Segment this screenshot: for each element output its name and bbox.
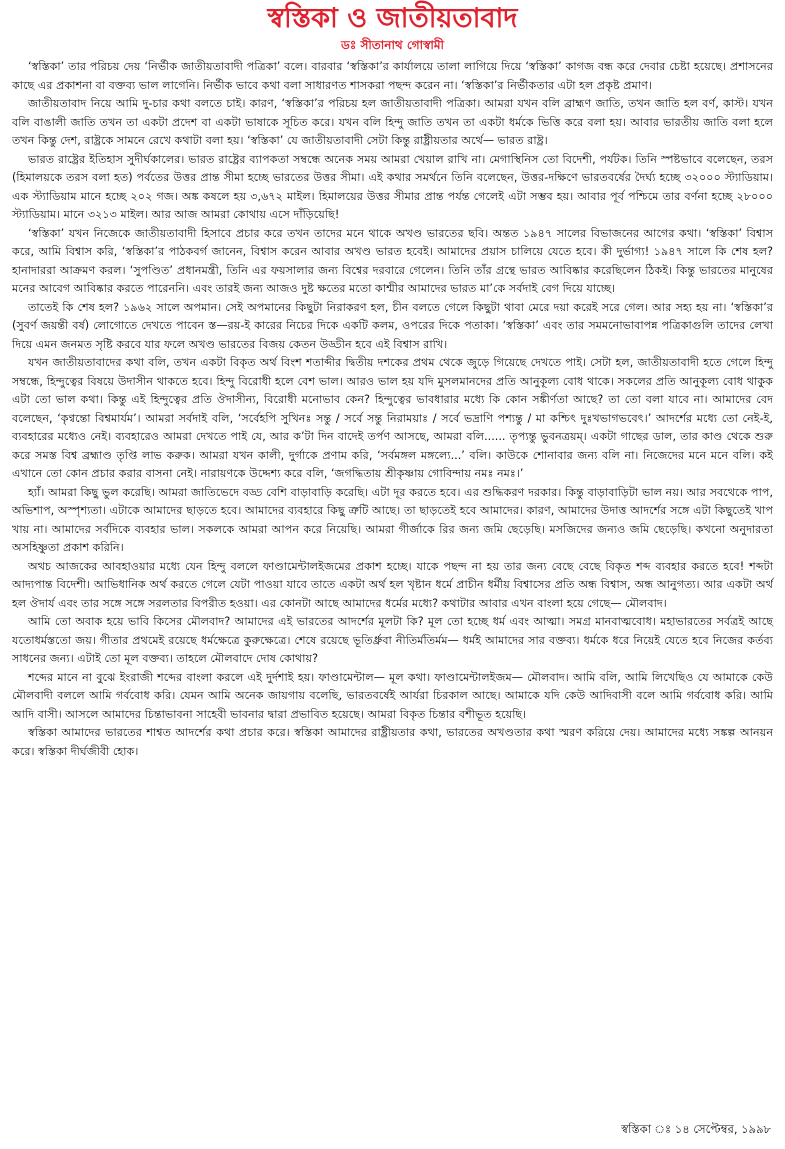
paragraph: তাতেই কি শেষ হল? ১৯৬২ সালে অপমান। সেই অপমানের কিছুটা নিরাকরণ হল, চীন বলতে গেলে কিছুটা থাবা মেরে দয়া করেই সরে গেল। আর সহ্য হয় না। ‘স্বস্তিকা’র (সুবর্ণ জয়ন্তী বর্ষ) লোগোতে দেখতে পাবেন স্ত—রয়-ই কারের নিচের দিকে একটি কলম, ওপরের দিকে পতাকা। ‘স্বস্তিকা’ এবং তার সমমনোভাবাপন্ন পত্রিকাগুলি তাদের লেখা দিয়ে এমন জনমত সৃষ্টি করবে যার ফলে অখণ্ড ভারতের বিজয় কেতন উড্ডীন হবে এই বিশ্বাস রাখি।	[12, 300, 773, 351]
paragraph: আমি তো অবাক হয়ে ভাবি কিসের মৌলবাদ? আমাদের এই ভারতের আদর্শের মূলটা কি? মূল তো হচ্ছে ধর্ম এবং আত্মা। সমগ্র মানবাত্মবোধ। মহাভারতের সর্বত্রই আছে যতোধর্মস্ততো জয়। গীতার প্রথমেই রয়েছে ধর্মক্ষেত্রে কুরুক্ষেত্রে। শেষে রয়েছে ভূতির্ধ্রুবা নীতির্মতির্মম— ধর্মই আমাদের সার বক্তব্য। ধর্মকে ধরে নিয়েই যেতে হবে নিজের কর্তব্য সাধনের জন্য। এটাই তো মূল বক্তব্য। তাহলে মৌলবাদে দোষ কোথায়?	[12, 615, 773, 665]
paragraph: শব্দের মানে না বুঝে ইংরাজী শব্দের বাংলা করলে এই দুর্দশাই হয়। ফাণ্ডামেন্টাল— মূল কথা। ফাণ্ডামেন্টালইজম— মৌলবাদ। আমি বলি, আমি লিখেছিও যে আমাকে কেউ মৌলবাদী বললে আমি গর্ববোধ করি। যেমন আমি অনেক জায়গায় বলেছি, ভারতবর্ষেই আর্যরা চিরকাল আছে। আমাকে যদি কেউ আদিবাসী বলে আমি গর্ববোধ করি। আমি আদি বাসী। আসলে আমাদের চিন্তাভাবনা সাহেবী ভাবনার দ্বারা প্রভাবিত হয়েছে। আমরা বিকৃত চিন্তার বশীভূত হয়েছি।	[12, 670, 773, 721]
paragraph: অথচ আজকের আবহাওয়ার মধ্যে যেন হিন্দু বললে ফাণ্ডামেন্টালইজমের প্রকাশ হচ্ছে। যাকে পছন্দ না হয় তার জন্য বেছে বেছে বিকৃত শব্দ ব্যবহার করতে হবে! শব্দটা আদ্যপান্ত বিদেশী। আভিধানিক অর্থ করতে গেলে যেটা পাওয়া যাবে তাতে একটা অর্থ হল খৃষ্টান ধর্মে প্রাচীন ধর্মীয় বিশ্বাসের প্রতি অন্ধ বিশ্বাস, অন্ধ আনুগত্য। আর একটা অর্থ হল ঔদার্য এবং তার সঙ্গে সঙ্গে সরলতার বিপরীত হওয়া। এর কোনটা আছে আমাদের ধর্মের মধ্যে? কথাটার আবার এখন বাংলা হয়ে গেছে— মৌলবাদ।	[12, 559, 773, 610]
paragraph: স্বস্তিকা আমাদের ভারতের শাশ্বত আদর্শের কথা প্রচার করে। স্বস্তিকা আমাদের রাষ্ট্রীয়তার কথা, ভারতের অখণ্ডতার কথা স্মরণ করিয়ে দেয়। আমাদের মধ্যে সঙ্কল্প আনয়ন করে। স্বস্তিকা দীর্ঘজীবী হোক।	[12, 726, 773, 758]
article-title: স্বস্তিকা ও জাতীয়তাবাদ	[267, 3, 518, 34]
paragraph: ‘স্বস্তিকা’ তার পরিচয় দেয় ‘নির্ভীক জাতীয়তাবাদী পত্রিকা’ বলে। বারবার ‘স্বস্তিকা’র কার্যালয়ে তালা লাগিয়ে দিয়ে ‘স্বস্তিকা’ কাগজ বন্ধ করে দেবার চেষ্টা হয়েছে। প্রশাসনের কাছে এর প্রকাশনা বা বক্তব্য ভাল লাগেনি। নির্ভীক ভাবে কথা বলা সাধারণত শাসকরা পছন্দ করেন না। ‘স্বস্তিকা’র নির্ভীকতার এটা হল প্রকৃষ্ট প্রমাণ।	[12, 60, 773, 92]
article-body	[12, 58, 773, 761]
paragraph: যখন জাতীয়তাবাদের কথা বলি, তখন একটা বিকৃত অর্থ বিংশ শতাব্দীর দ্বিতীয় দশকের প্রথম থেকে জুড়ে গিয়েছে দেখতে পাই। সেটা হল, জাতীয়তাবাদী হতে গেলে হিন্দু সম্বন্ধে, হিন্দুত্বের বিষয়ে উদাসীন থাকতে হবে। হিন্দু বিরোধী হলে বেশ ভাল। আরও ভাল হয় যদি মুসলমানদের প্রতি আনুকূল্য বোধ থাকে। সকলের প্রতি আনুকূল্য বোধ থাকুক এটা তো ভাল কথা। কিন্তু এই হিন্দুত্বের প্রতি ঔদাসীন্য, বিরোধী মনোভাব কেন? হিন্দুত্বের ভাবধারার মধ্যে কি কোন সঙ্কীর্ণতা আছে? তা তো বলা যাবে না। আমাদের বেদ বলেছেন, ‘কৃণ্বন্তো বিশ্বমার্যম’। আমরা সর্বদাই বলি, ‘সর্বেহপি সুখিনঃ সন্তু / সর্বে সন্তু নিরাময়াঃ / সর্বে ভদ্রাণি পশ্যন্তু / মা কশ্চিৎ দুঃখভাগভবেৎ।’ আদর্শের মধ্যে তো নেই-ই, ব্যবহারের মধ্যেও নেই। ব্যবহারেও আমরা দেখতে পাই যে, আর ক’টা দিন বাদেই তর্পণ আসছে, আমরা বলি...... তৃপ্যন্তু ভুবনত্রয়ম্। একটা গাছের ডাল, তার কাণ্ড থেকে শুরু করে সমস্ত বিশ্ব ব্রহ্মাণ্ড তৃপ্তি লাভ করুক। আমরা যখন কালী, দুর্গাকে প্রণাম করি, ‘সর্বমঙ্গল মঙ্গল্যে...’ বলি। কাউকে শোনাবার জন্য বলি না। নিজেদের মনে মনে বলি। কই এখানে তো কোন প্রচার করার বাসনা নেই। নারায়ণকে উদ্দেশ্য করে বলি, ‘জগদ্ধিতায় শ্রীকৃষ্ণায় গোবিন্দায় নমঃ নমঃ।’	[12, 356, 773, 480]
paragraph: হ্যাঁ। আমরা কিছু ভুল করেছি। আমরা জাতিভেদে বড্ড বেশি বাড়াবাড়ি করেছি। এটা দূর করতে হবে। এর শুদ্ধিকরণ দরকার। কিন্তু বাড়াবাড়িটা ভাল নয়। আর সবথেকে পাপ, অভিশাপ, অস্পৃশ্যতা। এটাকে আমাদের ছাড়তে হবে। আমাদের ব্যবহারে কিছু ত্রুটি আছে। তা ছাড়তেই হবে আমাদের। কারণ, আমাদের উদাত্ত আদর্শের সঙ্গে এটা কিছুতেই খাপ খায় না। আমাদের সর্বদিকে ব্যবহার ভাল। সকলকে আমরা আপন করে নিয়েছি। আমরা গীর্জাকে রির জন্য জমি ছেড়েছি। মসজিদের জন্যও জমি ছেড়েছি। কখনো অনুদারতা অসহিষ্ণুতা প্রকাশ করিনি।	[12, 485, 773, 554]
paragraph: ‘স্বস্তিকা’ যখন নিজেকে জাতীয়তাবাদী হিসাবে প্রচার করে তখন তাদের মনে থাকে অখণ্ড ভারতের ছবি। অন্তত ১৯৪৭ সালের বিভাজনের আগের কথা। ‘স্বস্তিকা’ বিশ্বাস করে, আমি বিশ্বাস করি, ‘স্বস্তিকা’র পাঠকবর্গ জানেন, বিশ্বাস করেন আবার অখণ্ড ভারত হবেই। আমাদের প্রয়াস চালিয়ে যেতে হবে। কী দুর্ভাগ্য! ১৯৪৭ সালে কি শেষ হল? হানাদাররা আক্রমণ করল। ‘সুপণ্ডিত’ প্রধানমন্ত্রী, তিনি এর ফয়সালার জন্য বিশ্বের দরবারে গেলেন। তিনি তাঁর গ্রন্থে ভারত আবিষ্কার করেছিলেন ঠিকই। কিন্তু ভারতের মানুষের মনের আবেগ আবিষ্কার করতে পারেননি। এবং তারই জন্য আজও দুষ্ট ক্ষতের মতো কাশ্মীর আমাদের ভারত মা’কে সর্বদাই বেগ দিয়ে যাচ্ছে।	[12, 226, 773, 295]
paragraph: ভারত রাষ্ট্রের ইতিহাস সুদীর্ঘকালের। ভারত রাষ্ট্রের ব্যাপকতা সম্বন্ধে অনেক সময় আমরা খেয়াল রাখি না। মেগাস্থিনিস তো বিদেশী, পর্যটক। তিনি স্পষ্টভাবে বলেছেন, তরস (হিমালয়কে তরস বলা হত) পর্বতের উত্তর প্রান্ত সীমা হচ্ছে ভারতের উত্তর সীমা। এই কথার সমর্থনে তিনি বলেছেন, উত্তর-দক্ষিণে ভারতবর্ষের দৈর্ঘ্য হচ্ছে ৩২০০০ স্ট্যাডিয়াম। এক স্ট্যাডিয়াম মানে হচ্ছে ২০২ গজ। অঙ্ক কষলে হয় ৩,৬৭২ মাইল। হিমালয়ের উত্তর সীমার প্রান্ত পর্যন্ত গেলেই এটা সম্ভব হয়। আবার পূর্ব পশ্চিমে তার বর্ণনা হচ্ছে ২৮০০০ স্ট্যাডিয়াম। মানে ৩২১৩ মাইল। আর আজ আমরা কোথায় এসে দাঁড়িয়েছি!	[12, 152, 773, 221]
paragraph: জাতীয়তাবাদ নিয়ে আমি দু-চার কথা বলতে চাই। কারণ, ‘স্বস্তিকা’র পরিচয় হল জাতীয়তাবাদী পত্রিকা। আমরা যখন বলি ব্রাহ্মণ জাতি, তখন জাতি হল বর্ণ, কাস্ট। যখন বলি বাঙালী জাতি তখন তা একটা প্রদেশ বা একটা ভাষাকে সূচিত করে। যখন বলি হিন্দু জাতি তখন তা একটা ধর্মকে ভিত্তি করে বলা হয়। আবার ভারতীয় জাতি বলা হলে তখন কিন্তু দেশ, রাষ্ট্রকে সামনে রেখে কথাটা বলা হয়। ‘স্বস্তিকা’ যে জাতীয়তাবাদী সেটা কিন্তু রাষ্ট্রীয়তার অর্থে— ভারত রাষ্ট্র।	[12, 97, 773, 147]
author-byline: ডঃ সীতানাথ গোস্বামী	[341, 38, 444, 52]
source-date-line: স্বস্তিকা ঃ ১৪ সেপ্টেম্বর, ১৯৯৮	[621, 1122, 771, 1136]
